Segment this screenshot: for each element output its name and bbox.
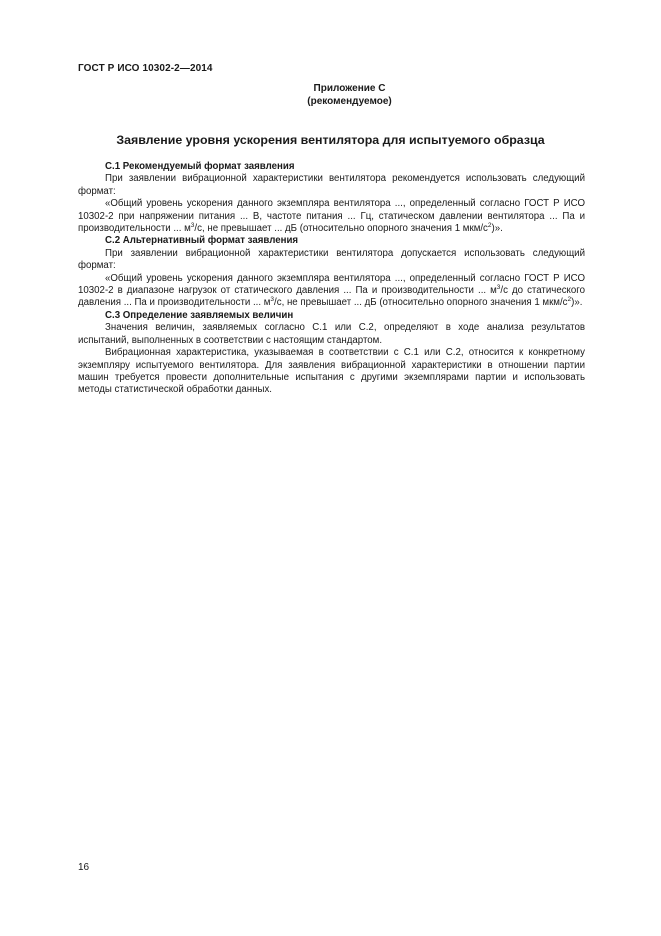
paragraph-c2-intro: При заявлении вибрационной характеристики вентилятора допускается использовать следующий формат: <box>78 247 585 272</box>
appendix-body <box>78 161 585 397</box>
section-heading-c3: С.3 Определение заявляемых величин <box>105 309 294 321</box>
appendix-title: Заявление уровня ускорения вентилятора для испытуемого образца <box>116 133 545 147</box>
appendix-label: Приложение С <box>313 83 386 94</box>
paragraph-c3-characteristic: Вибрационная характеристика, указываемая в соответствии с С.1 или С.2, относится к конкретному экземпляру испытуемого вентилятора. Для заявления вибрационной характеристики в отношении партии машин требуется провести дополнительные испытания с другими экземплярами партии и использовать методы статистической обработки данных. <box>78 347 585 396</box>
paragraph-c3-values: Значения величин, заявляемых согласно С.1 или С.2, определяют в ходе анализа результатов испытаний, выполненных в соответствии с настоящим стандартом. <box>78 322 585 346</box>
appendix-status: (рекомендуемое) <box>307 96 392 107</box>
section-heading-c1: С.1 Рекомендуемый формат заявления <box>105 161 295 172</box>
document-code: ГОСТ Р ИСО 10302-2—2014 <box>78 63 213 74</box>
paragraph-c2-format: «Общий уровень ускорения данного экземпляра вентилятора ..., определенный согласно ГОСТ Р ИСО 10302-2 в диапазоне нагрузок от статического давления ... Па и производительности ... $м^3/с$ до статического давления ... Па и производительности ... $м^3/с$, не превышает ... дБ (относительно опорного значения 1 мкм/$с^2$)». <box>78 272 585 309</box>
section-heading-c2: С.2 Альтернативный формат заявления <box>105 235 299 247</box>
paragraph-c1-format: «Общий уровень ускорения данного экземпляра вентилятора ..., определенный согласно ГОСТ Р ИСО 10302-2 при напряжении питания ... В, частоте питания ... Гц, статическом давлении вентилятора ... Па и производительности ... $м^3/с$, не превышает ... дБ (относительно опорного значения 1 мкм/$с^2$)». <box>78 198 585 235</box>
paragraph-c1-intro: При заявлении вибрационной характеристики вентилятора рекомендуется использовать следующий формат: <box>78 173 585 197</box>
page-number: 16 <box>78 862 90 873</box>
